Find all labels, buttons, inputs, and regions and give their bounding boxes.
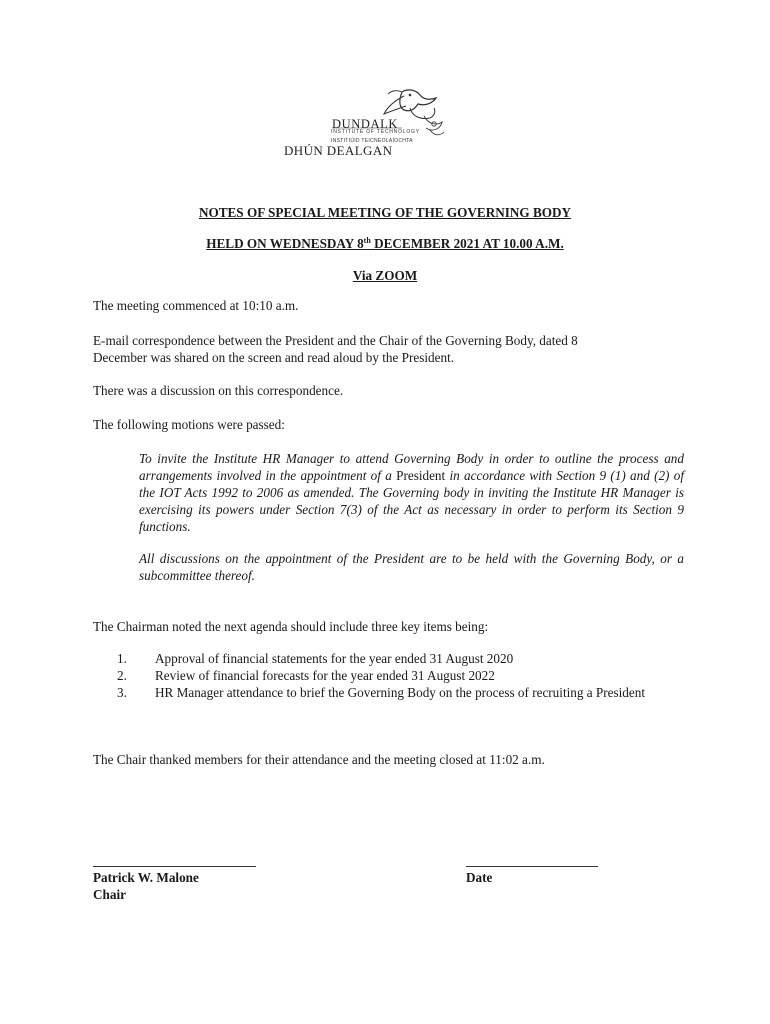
list-item: 3. HR Manager attendance to brief the Governing Body on the process of recruiting a President xyxy=(117,685,645,700)
agenda-list xyxy=(93,650,693,701)
meeting-commenced-text: The meeting commenced at 10:10 a.m. xyxy=(93,298,299,313)
institute-logo xyxy=(284,86,449,158)
document-title: NOTES OF SPECIAL MEETING OF THE GOVERNING BODY xyxy=(198,205,572,220)
motions-intro-text: The following motions were passed: xyxy=(93,417,285,432)
agenda-intro-text: The Chairman noted the next agenda should include three key items being: xyxy=(93,619,489,634)
date-line xyxy=(466,866,598,867)
signatory-name: Patrick W. Malone xyxy=(93,870,199,885)
email-correspondence-line2: December was shared on the screen and read aloud by the President. xyxy=(93,350,455,365)
discussion-text: There was a discussion on this correspondence. xyxy=(93,383,344,398)
motion-1: To invite the Institute HR Manager to attend Governing Body in order to outline the process and arrangements involved in the appointment of a President in accordance with Section 9 (1) and (2) of the IOT Acts 1992 to 2006 as amended. The Governing body in inviting the Institute HR Manager is exercising its powers under Section 7(3) of the Act as necessary in order to perform its Section 9 functions. xyxy=(139,451,684,534)
list-item: 1. Approval of financial statements for the year ended 31 August 2020 xyxy=(117,651,514,666)
logo-subtitle: INSTITUTE OF TECHNOLOGY xyxy=(331,129,420,135)
date-label: Date xyxy=(466,870,493,885)
signature-line xyxy=(93,866,256,867)
meeting-date-heading: HELD ON WEDNESDAY 8th DECEMBER 2021 AT 10.00 A.M. xyxy=(206,236,564,251)
logo-name: DUNDALK xyxy=(332,117,398,131)
signatory-role: Chair xyxy=(93,887,126,902)
logo-irish-name: DHÚN DEALGAN xyxy=(284,143,393,158)
email-correspondence-line1: E-mail correspondence between the President and the Chair of the Governing Body, dated 8 xyxy=(93,333,578,348)
meeting-venue-heading: Via ZOOM xyxy=(352,268,418,283)
logo-subtitle-irish: INSTITIÚID TEICNEOLAÍOCHTA xyxy=(331,138,413,144)
meeting-closed-text: The Chair thanked members for their attendance and the meeting closed at 11:02 a.m. xyxy=(93,752,545,767)
list-item: 2. Review of financial forecasts for the year ended 31 August 2022 xyxy=(117,668,495,683)
motion-2: All discussions on the appointment of the President are to be held with the Governing Body, or a subcommittee thereof. xyxy=(139,551,684,583)
